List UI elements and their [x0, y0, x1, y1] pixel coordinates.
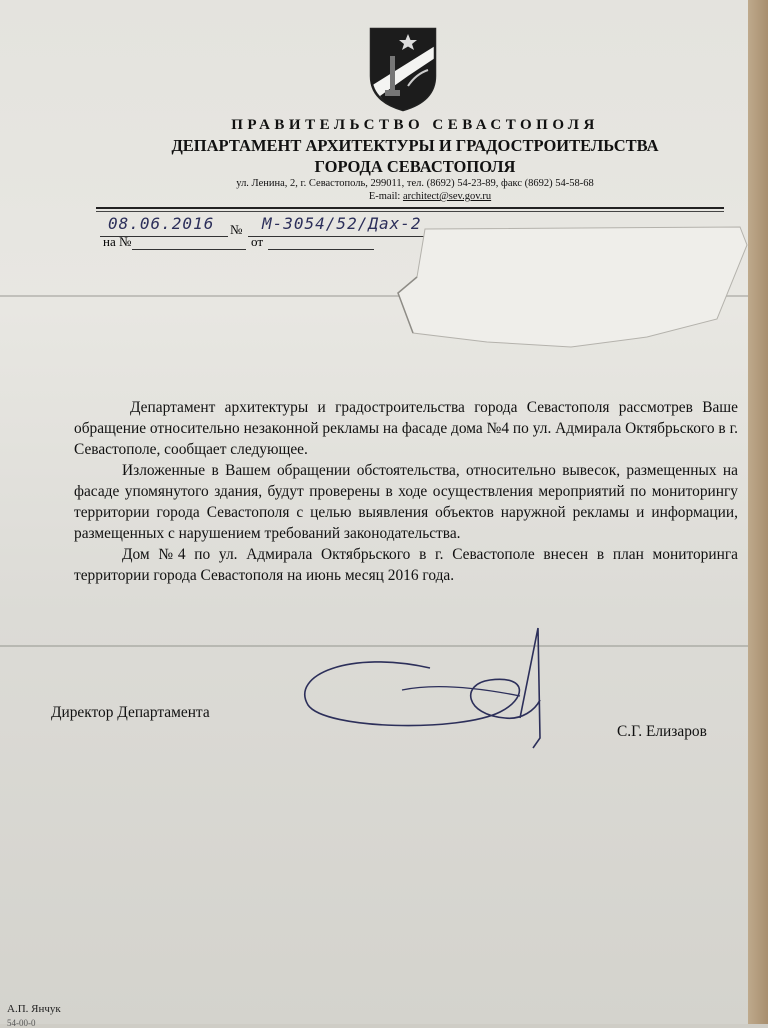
- body-paragraph: Дом №4 по ул. Адмирала Октябрьского в г. Севастополе внесен в план мониторинга территории города Севастополя на июнь месяц 2016 года.: [74, 546, 738, 584]
- reply-to-label: на №: [103, 234, 132, 249]
- email-label: E-mail:: [368, 191, 403, 202]
- body-paragraph: Департамент архитектуры и градостроительства города Севастополя рассмотрев Ваше обращение относительно незаконной рекламы на фасаде дома №4 по ул. Адмирала Октябрьского в г. Севастополе, сообщает следующее.: [74, 399, 738, 458]
- header-divider: [96, 207, 724, 209]
- address-line: ул. Ленина, 2, г. Севастополь, 299011, тел. (8692) 54-23-89, факс (8692) 54-58-68: [236, 178, 594, 189]
- letter-body: [74, 397, 738, 586]
- email-line: [300, 191, 560, 202]
- body-paragraph: Изложенные в Вашем обращении обстоятельства, относительно вывесок, размещенных на фасаде упомянутого здания, будут проверены в ходе осуществления мероприятий по мониторингу территории города Севастополя с целью выявления объектов наружной рекламы и информации, размещенных с нарушением требований законодательства.: [74, 462, 738, 542]
- executor-phone: 54-00-0: [7, 1018, 36, 1028]
- torn-paper-scrap: [395, 215, 755, 355]
- email-link[interactable]: architect@sev.gov.ru: [402, 191, 492, 202]
- reply-to-line: [132, 249, 246, 250]
- department-title: ДЕПАРТАМЕНТ АРХИТЕКТУРЫ И ГРАДОСТРОИТЕЛЬСТВА: [171, 136, 659, 155]
- from-label: от: [251, 234, 264, 249]
- signatory-position: Директор Департамента: [51, 704, 210, 721]
- government-title: ПРАВИТЕЛЬСТВО СЕВАСТОПОЛЯ: [231, 117, 599, 133]
- sevastopol-coat-of-arms-icon: [368, 26, 438, 112]
- number-label: №: [230, 222, 243, 237]
- executor-name: А.П. Янчук: [7, 1003, 61, 1015]
- signatory-name: С.Г. Елизаров: [617, 723, 707, 740]
- header-divider-thin: [96, 211, 724, 212]
- from-line: [268, 249, 374, 250]
- city-title: ГОРОДА СЕВАСТОПОЛЯ: [314, 157, 516, 176]
- handwritten-signature: [290, 620, 550, 750]
- letter-date: 08.06.2016: [108, 214, 215, 233]
- letter-number: М-3054/52/Дах-2: [262, 214, 422, 233]
